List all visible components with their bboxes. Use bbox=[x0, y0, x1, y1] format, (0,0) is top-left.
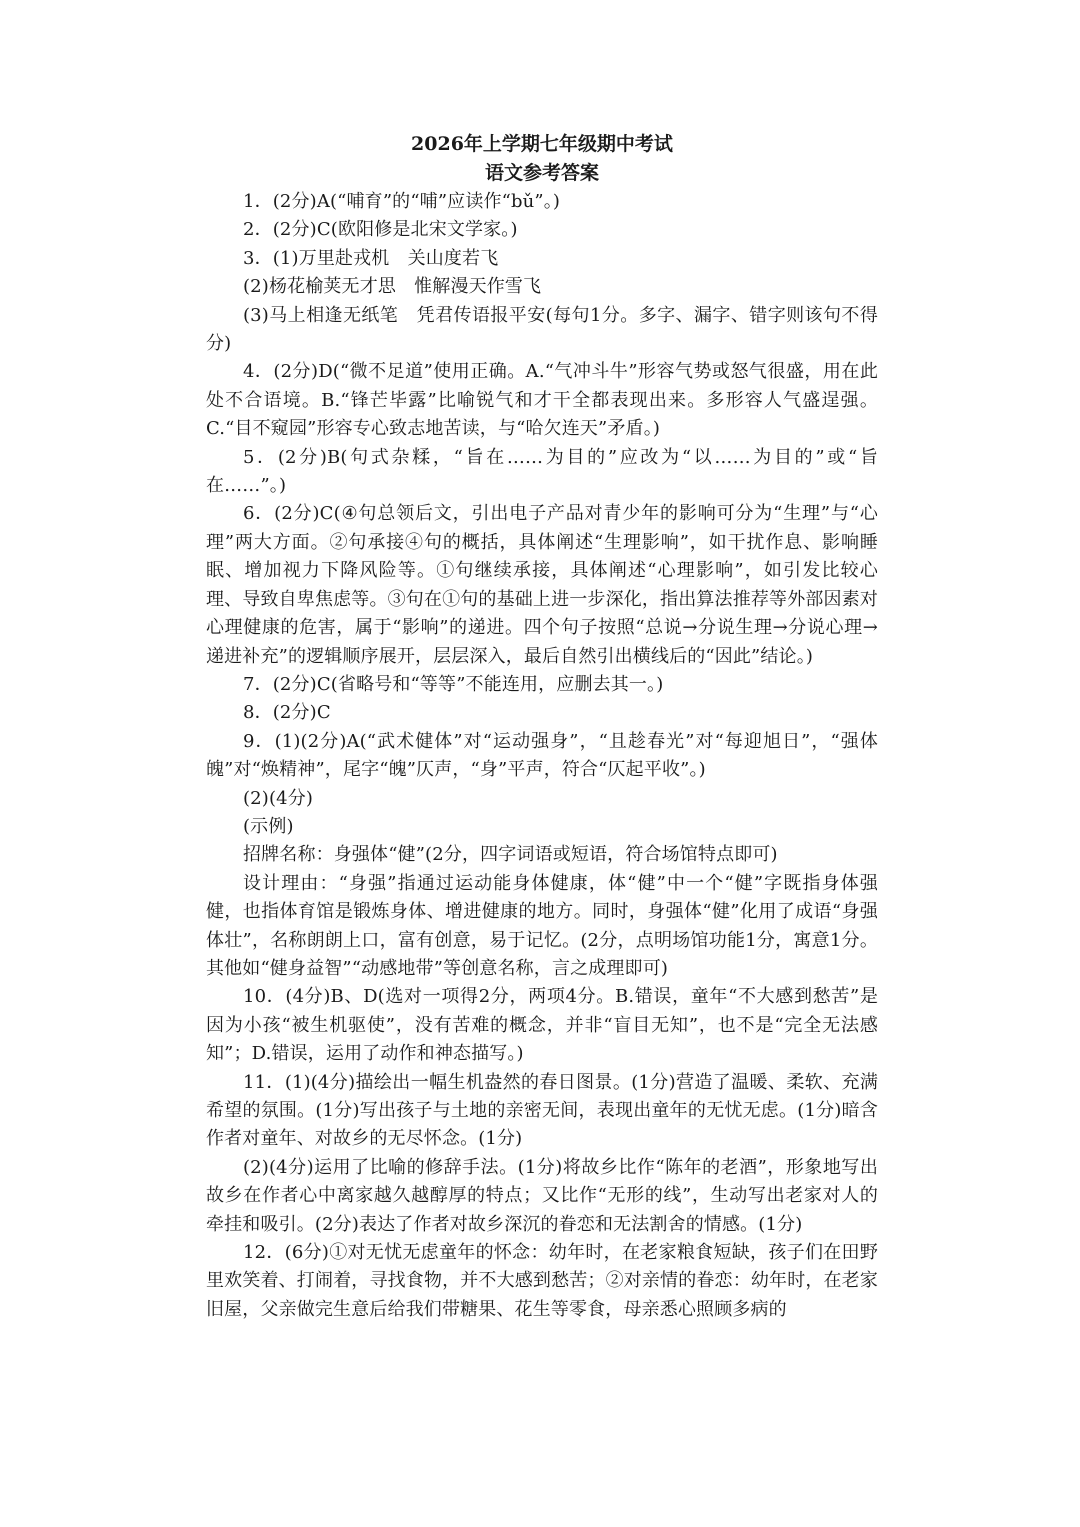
answer-12: 12．(6分)①对无忧无虑童年的怀念：幼年时，在老家粮食短缺，孩子们在田野里欢笑着、打闹着，寻找食物，并不大感到愁苦；②对亲情的眷恋：幼年时，在老家旧屋，父亲做完生意后给我们带糖果、花生等零食，母亲悉心照顾多病的 bbox=[206, 1242, 878, 1320]
answer-3-1: 3．(1)万里赴戎机 关山度若飞 bbox=[243, 247, 499, 269]
answer-9-reason: 设计理由：“身强”指通过运动能身体健康，体“健”中一个“健”字既指身体强健，也指体育馆是锻炼身体、增进健康的地方。同时，身强体“健”化用了成语“身强体壮”，名称朗朗上口，富有创意，易于记忆。(2分，点明场馆功能1分，寓意1分。其他如“健身益智”“动感地带”等创意名称，言之成理即可) bbox=[206, 872, 878, 979]
answer-3-3: (3)马上相逢无纸笔 凭君传语报平安(每句1分。多字、漏字、错字则该句不得分) bbox=[206, 304, 878, 355]
answer-9-2: (2)(4分) bbox=[243, 787, 314, 809]
answer-list bbox=[206, 188, 878, 1324]
answer-8: 8．(2分)C bbox=[243, 702, 331, 724]
answer-9-sign-name: 招牌名称：身强体“健”(2分，四字词语或短语，符合场馆特点即可) bbox=[243, 844, 778, 866]
answer-5: 5．(2分)B(句式杂糅，“旨在……为目的”应改为“以……为目的”或“旨在……”。) bbox=[206, 446, 878, 497]
answer-1: 1．(2分)A(“哺育”的“哺”应读作“bǔ”。) bbox=[243, 191, 561, 212]
answer-10: 10．(4分)B、D(选对一项得2分，两项4分。B.错误，童年“不大感到愁苦”是因为小孩“被生机驱使”，没有苦难的概念，并非“盲目无知”，也不是“完全无法感知”；D.错误，运用了动作和神态描写。) bbox=[206, 986, 878, 1065]
page-title: 2026年上学期七年级期中考试 bbox=[411, 133, 673, 155]
answer-9-example: (示例) bbox=[243, 815, 294, 837]
answer-4: 4．(2分)D(“微不足道”使用正确。A.“气冲斗牛”形容气势或怒气很盛，用在此处不合语境。B.“锋芒毕露”比喻锐气和才干全都表现出来。多形容人气盛逞强。C.“目不窥园”形容专心致志地苦读，与“哈欠连天”矛盾。) bbox=[206, 361, 878, 440]
answer-sheet bbox=[206, 130, 878, 1324]
answer-7: 7．(2分)C(省略号和“等等”不能连用，应删去其一。) bbox=[243, 673, 664, 695]
answer-2: 2．(2分)C(欧阳修是北宋文学家。) bbox=[243, 219, 518, 241]
answer-11-1: 11．(1)(4分)描绘出一幅生机盎然的春日图景。(1分)营造了温暖、柔软、充满希望的氛围。(1分)写出孩子与土地的亲密无间，表现出童年的无忧无虑。(1分)暗含作者对童年、对故乡的无尽怀念。(1分) bbox=[206, 1071, 878, 1150]
answer-6: 6．(2分)C(④句总领后文，引出电子产品对青少年的影响可分为“生理”与“心理”两大方面。②句承接④句的概括，具体阐述“生理影响”，如干扰作息、影响睡眠、增加视力下降风险等。①句继续承接，具体阐述“心理影响”，如引发比较心理、导致自卑焦虑等。③句在①句的基础上进一步深化，指出算法推荐等外部因素对心理健康的危害，属于“影响”的递进。四个句子按照“总说→分说生理→分说心理→递进补充”的逻辑顺序展开，层层深入，最后自然引出横线后的“因此”结论。) bbox=[206, 503, 878, 667]
page-subtitle: 语文参考答案 bbox=[484, 162, 599, 184]
answer-11-2: (2)(4分)运用了比喻的修辞手法。(1分)将故乡比作“陈年的老酒”，形象地写出故乡在作者心中离家越久越醇厚的特点；又比作“无形的线”，生动写出老家对人的牵挂和吸引。(2分)表达了作者对故乡深沉的眷恋和无法割舍的情感。(1分) bbox=[206, 1156, 878, 1235]
answer-9-1: 9．(1)(2分)A(“武术健体”对“运动强身”，“且趁春光”对“每迎旭日”，“强体魄”对“焕精神”，尾字“魄”仄声，“身”平声，符合“仄起平收”。) bbox=[206, 730, 878, 781]
answer-3-2: (2)杨花榆荚无才思 惟解漫天作雪飞 bbox=[243, 276, 542, 298]
